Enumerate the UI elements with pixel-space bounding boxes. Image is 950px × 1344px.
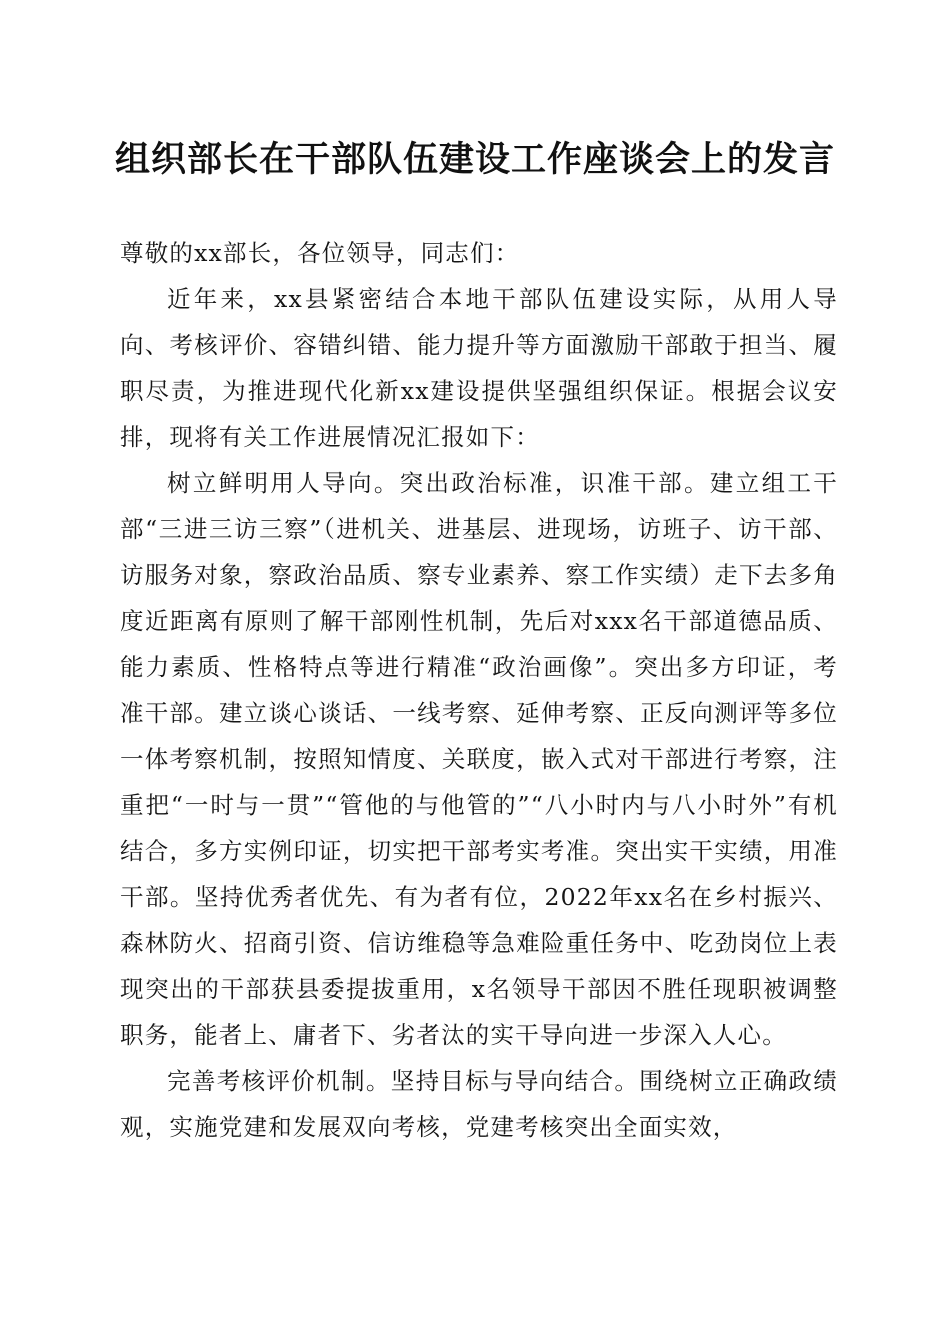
paragraph-assessment-mechanism: 完善考核评价机制。坚持目标与导向结合。围绕树立正确政绩观，实施党建和发展双向考核，党建考核突出全面实效，: [120, 1067, 838, 1141]
salutation: 尊敬的xx部长，各位领导，同志们：: [120, 239, 520, 267]
document-title: 组织部长在干部队伍建设工作座谈会上的发言: [114, 139, 835, 180]
document-body: [120, 230, 838, 1150]
paragraph-intro: 近年来，xx县紧密结合本地干部队伍建设实际，从用人导向、考核评价、容错纠错、能力提升等方面激励干部敢于担当、履职尽责，为推进现代化新xx建设提供坚强组织保证。根据会议安排，现将有关工作进展情况汇报如下：: [120, 285, 838, 451]
paragraph-employment-orientation: 树立鲜明用人导向。突出政治标准，识准干部。建立组工干部“三进三访三察”（进机关、进基层、进现场，访班子、访干部、访服务对象，察政治品质、察专业素养、察工作实绩）走下去多角度近距离有原则了解干部刚性机制，先后对xxx名干部道德品质、能力素质、性格特点等进行精准“政治画像”。突出多方印证，考准干部。建立谈心谈话、一线考察、延伸考察、正反向测评等多位一体考察机制，按照知情度、关联度，嵌入式对干部进行考察，注重把“一时与一贯”“管他的与他管的”“八小时内与八小时外”有机结合，多方实例印证，切实把干部考实考准。突出实干实绩，用准干部。坚持优秀者优先、有为者有位，2022年xx名在乡村振兴、森林防火、招商引资、信访维稳等急难险重任务中、吃劲岗位上表现突出的干部获县委提拔重用，x名领导干部因不胜任现职被调整职务，能者上、庸者下、劣者汰的实干导向进一步深入人心。: [120, 469, 838, 1049]
